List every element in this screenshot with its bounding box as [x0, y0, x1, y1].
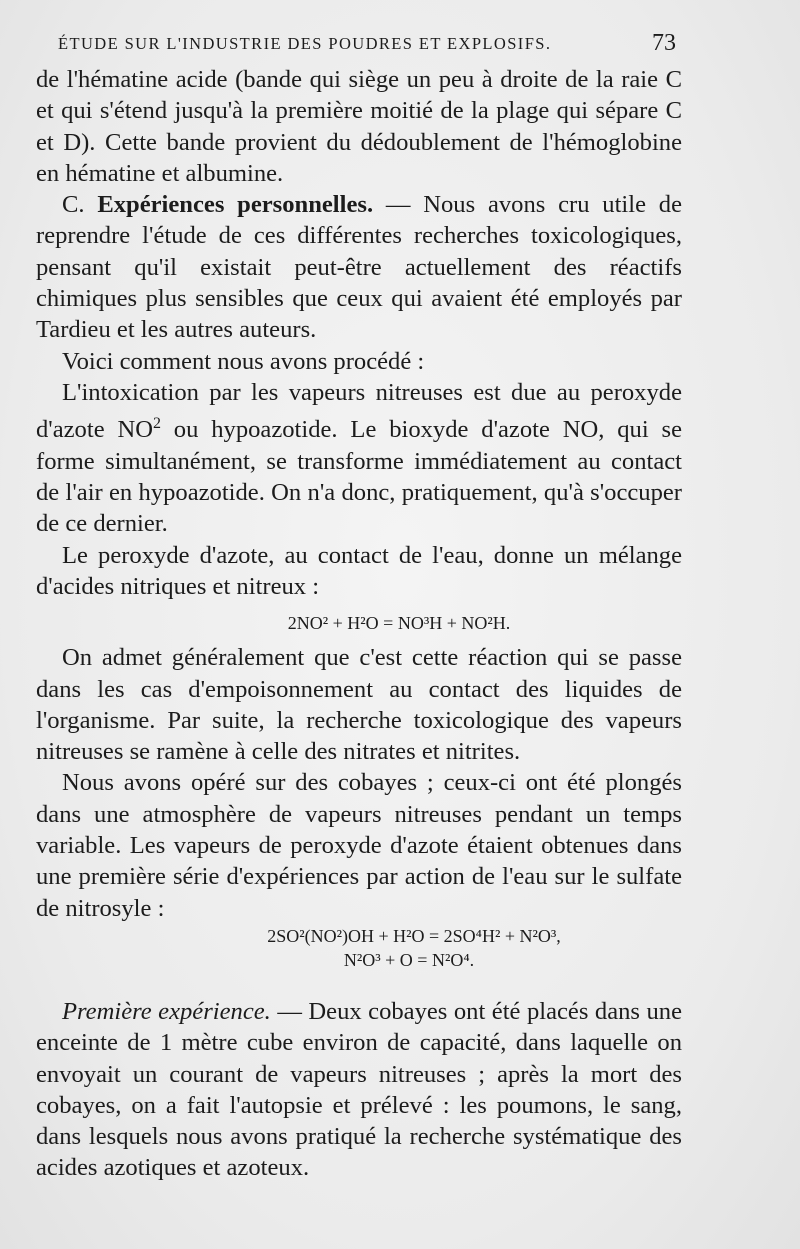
paragraph-peroxyde: Le peroxyde d'azote, au contact de l'eau, donne un mélange d'acides nitriques et nitreux : — [36, 541, 682, 600]
running-title: ÉTUDE SUR L'INDUSTRIE DES POUDRES ET EXPLOSIFS. — [58, 34, 552, 53]
section-heading: Expériences personnelles. — [97, 191, 374, 219]
paragraph-reaction: On admet généralement que c'est cette réaction qui se passe dans les cas d'empoisonnement au contact des liquides de l'organisme. Par suite, la recherche toxicologique des vapeurs nitreuses se ramène à celle des nitrates et nitrites. — [36, 644, 682, 766]
paragraph-continuation: de l'hématine acide (bande qui siège un peu à droite de la raie C et qui s'étend jusqu'à la première moitié de la plage qui sépare C et D). Cette bande provient du dédoublement de l'hémoglobine en hématine et albumine. — [36, 66, 682, 187]
page-number: 73 — [652, 30, 676, 56]
equation-nitrosyle: 2SO²(NO²)OH + H²O = 2SO⁴H² + N²O³, — [267, 925, 561, 946]
equation-n2o4: N²O³ + O = N²O⁴. — [343, 949, 475, 970]
paragraph-procedure: Voici comment nous avons procédé : — [62, 347, 425, 375]
intoxication-text-a: L'intoxication par les vapeurs nitreuses est due au peroxyde d'azote NO — [36, 378, 682, 444]
body-text — [36, 64, 682, 1184]
section-intro-text: — Nous avons cru utile de reprendre l'étude de ces différentes recherches toxicologiques, pensant qu'il existait peut-être actuellement des réactifs chimiques plus sensibles que ceux qui avaient été employés par Tardieu et les autres auteurs. — [36, 191, 682, 344]
experiment-title: Première expérience. — [62, 997, 271, 1025]
paragraph-section-c — [36, 189, 682, 345]
section-label: C. — [62, 191, 85, 219]
equation-nitric-nitrous: 2NO² + H²O = NO³H + NO²H. — [287, 613, 511, 634]
intoxication-text-b: ou hypoazotide. Le bioxyde d'azote NO, qui se forme simultanément, se transforme immédiatement au contact de l'air en hypoazotide. On n'a donc, pratiquement, qu'à s'occuper de ce dernier. — [36, 416, 682, 538]
paragraph-cobayes: Nous avons opéré sur des cobayes ; ceux-ci ont été plongés dans une atmosphère de vapeurs nitreuses pendant un temps variable. Les vapeurs de peroxyde d'azote étaient obtenues dans une première série d'expériences par action de l'eau sur le sulfate de nitrosyle : — [36, 769, 682, 922]
no2-superscript: 2 — [152, 415, 161, 433]
paragraph-intoxication — [36, 377, 682, 540]
experiment-text: — Deux cobayes ont été placés dans une enceinte de 1 mètre cube environ de capacité, dans laquelle on envoyait un courant de vapeurs nitreuses ; après la mort des cobayes, on a fait l'autopsie et prélevé : les poumons, le sang, dans lesquels nous avons pratiqué la recherche systématique des acides azotiques et azoteux. — [36, 997, 682, 1182]
paragraph-first-experiment — [36, 996, 682, 1184]
